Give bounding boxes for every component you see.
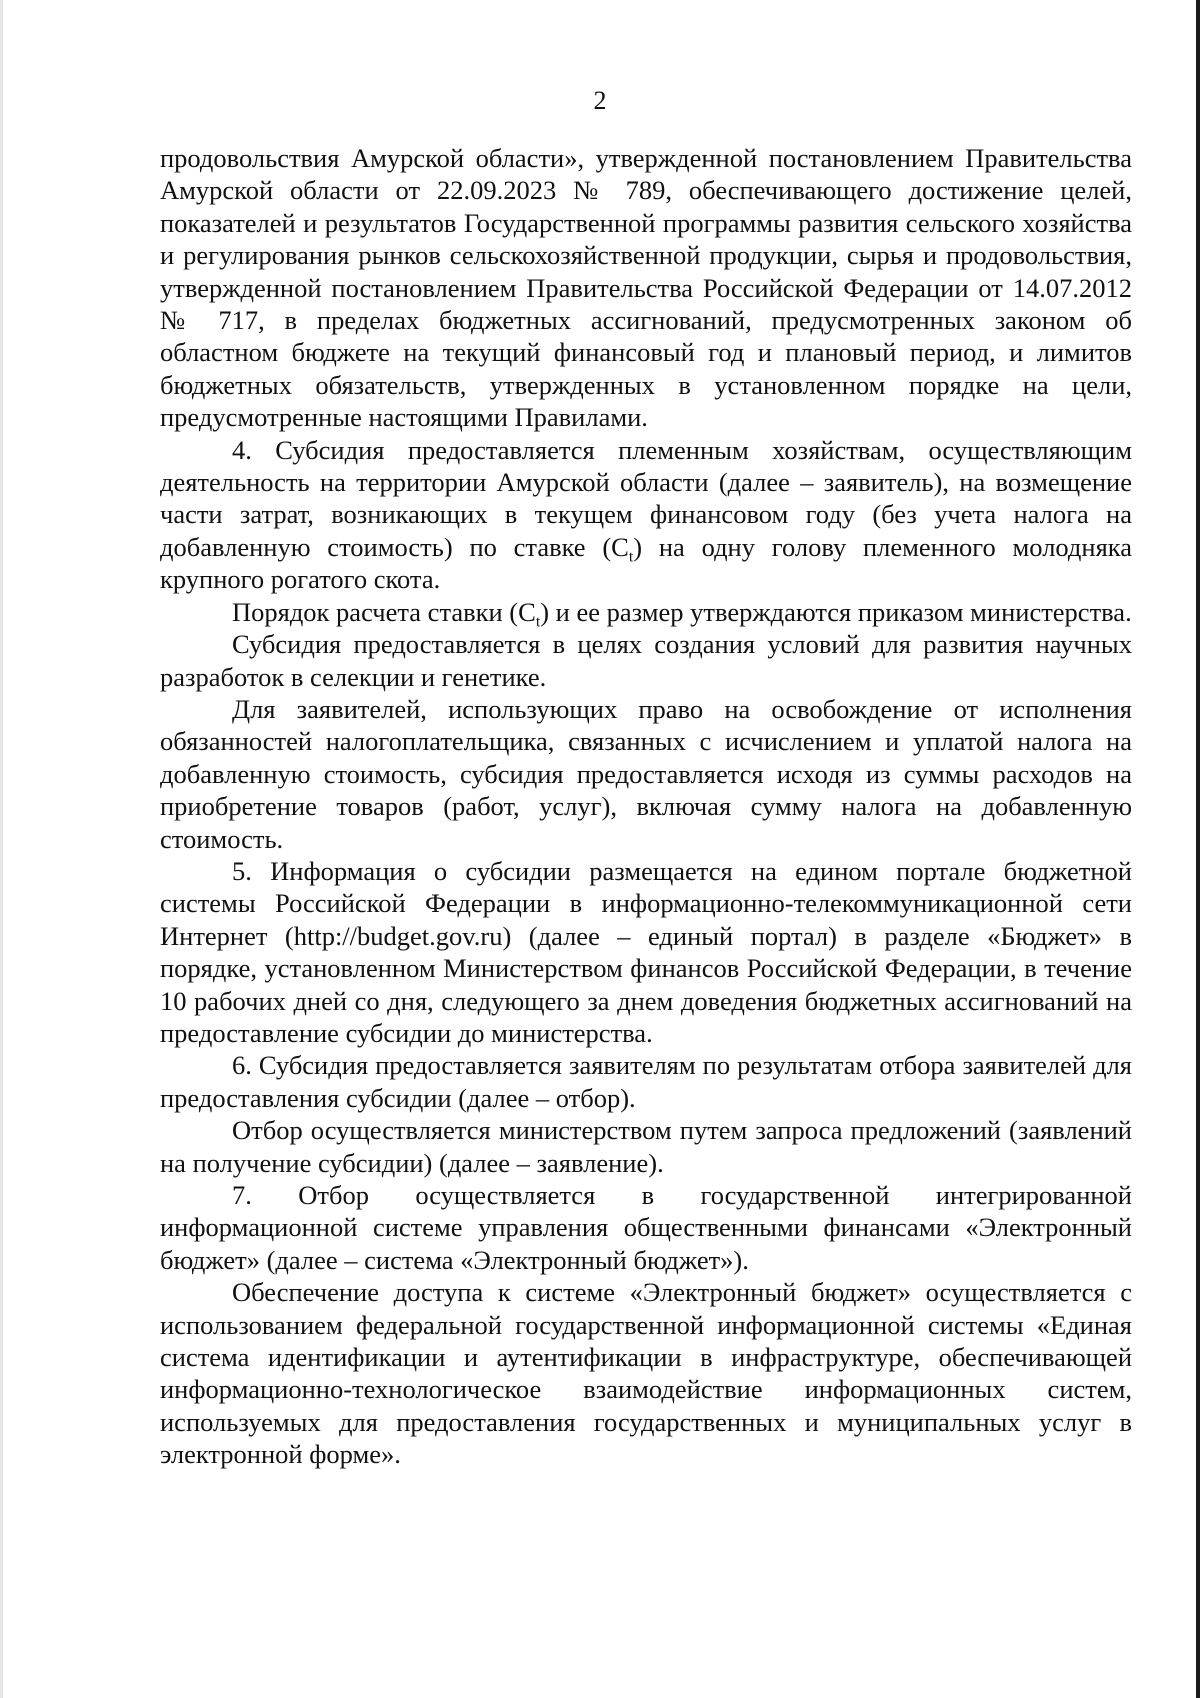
scan-edge-right [1196,0,1200,1698]
paragraph-item-4: 4. Субсидия предоставляется племенным хозяйствам, осуществляющим деятельность на территории Амурской области (далее – заявитель), на возмещение части затрат, возникающих в текущем финансовом году (без учета налога на добавленную стоимость) по ставке $(C_t)$ на одну голову племенного молодняка крупного рогатого скота. [160,434,1132,595]
paragraph-rate-order: Порядок расчета ставки $(C_t)$ и ее размер утверждаются приказом министерства. [232,596,1132,631]
scan-edge-left [0,0,3,1698]
paragraph-purpose: Субсидия предоставляется в целях создания условий для развития научных разработок в селекции и генетике. [160,629,1132,692]
paragraph-item-7: 7. Отбор осуществляется в государственной интегрированной информационной системе управления общественными финансами «Электронный бюджет» (далее – система «Электронный бюджет»). [160,1180,1132,1275]
document-body [160,142,1132,1471]
paragraph-selection-method: Отбор осуществляется министерством путем запроса предложений (заявлений на получение субсидии) (далее – заявление). [160,1115,1132,1178]
paragraph-system-access: Обеспечение доступа к системе «Электронный бюджет» осуществляется с использованием федеральной государственной информационной системы «Единая система идентификации и аутентификации в инфраструктуре, обеспечивающей информационно-технологическое взаимодействие информационных систем, используемых для предоставления государственных и муниципальных услуг в электронной форме». [160,1277,1132,1470]
page-number: 2 [593,86,607,115]
paragraph-continuation: продовольствия Амурской области», утвержденной постановлением Правительства Амурской области от 22.09.2023 № 789, обеспечивающего достижение целей, показателей и результатов Государственной программы развития сельского хозяйства и регулирования рынков сельскохозяйственной продукции, сырья и продовольствия, утвержденной постановлением Правительства Российской Федерации от 14.07.2012 № 717, в пределах бюджетных ассигнований, предусмотренных законом об областном бюджете на текущий финансовый год и плановый период, и лимитов бюджетных обязательств, утвержденных в установленном порядке на цели, предусмотренные настоящими Правилами. [160,143,1132,433]
paragraph-vat-exempt: Для заявителей, использующих право на освобождение от исполнения обязанностей налогоплательщика, связанных с исчислением и уплатой налога на добавленную стоимость, субсидия предоставляется исходя из суммы расходов на приобретение товаров (работ, услуг), включая сумму налога на добавленную стоимость. [160,693,1132,854]
paragraph-item-5: 5. Информация о субсидии размещается на едином портале бюджетной системы Российской Федерации в информационно-телекоммуникационной сети Интернет (http://budget.gov.ru) (далее – единый портал) в разделе «Бюджет» в порядке, установленном Министерством финансов Российской Федерации, в течение 10 рабочих дней со дня, следующего за днем доведения бюджетных ассигнований на предоставление субсидии до министерства. [160,855,1132,1048]
paragraph-item-6: 6. Субсидия предоставляется заявителям по результатам отбора заявителей для предоставления субсидии (далее – отбор). [160,1050,1132,1113]
